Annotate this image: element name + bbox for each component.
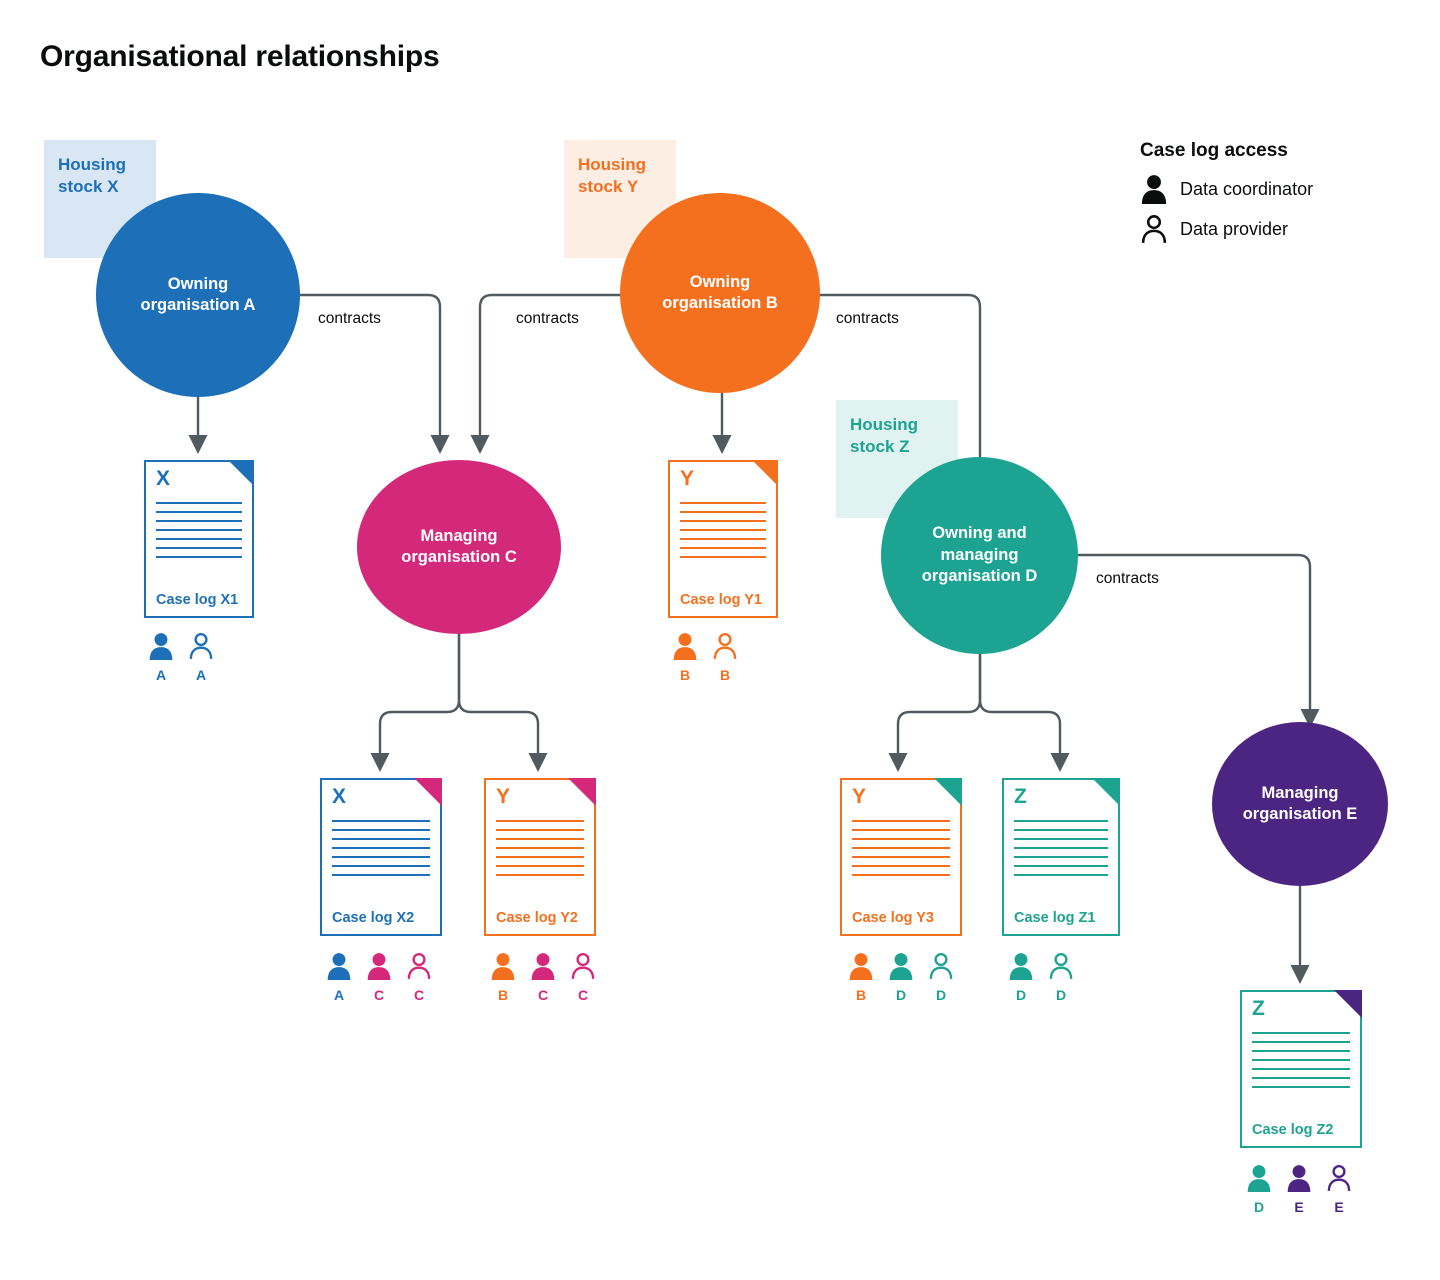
person-outline-icon [570, 952, 596, 980]
case-log-x1-access [146, 632, 216, 683]
access-coordinator [488, 952, 518, 1003]
access-provider [710, 632, 740, 683]
housing-stock-z-line1: Housing [850, 415, 918, 434]
access-label: D [895, 987, 907, 1003]
edge-label-b-d: contracts [836, 310, 899, 327]
org-a-line1: Owning [167, 274, 229, 293]
case-log-y2-access [488, 952, 598, 1003]
access-coordinator [528, 952, 558, 1003]
organisation-node-d[interactable] [881, 457, 1078, 654]
legend-label: Data coordinator [1180, 178, 1314, 199]
access-label: E [1334, 1199, 1344, 1215]
access-coordinator [1284, 1164, 1314, 1215]
access-label: C [413, 987, 425, 1003]
access-coordinator [670, 632, 700, 683]
access-label: D [1253, 1199, 1265, 1215]
person-filled-icon [530, 952, 556, 980]
person-filled-icon [888, 952, 914, 980]
case-log-y2[interactable] [484, 778, 596, 936]
org-b-line1: Owning [689, 272, 751, 291]
case-log-z1-access [1006, 952, 1076, 1003]
case-log-z2-letter: Z [1252, 997, 1265, 1020]
access-label: A [155, 667, 167, 683]
case-log-y2-caption: Case log Y2 [496, 910, 578, 926]
organisation-node-a[interactable] [96, 193, 300, 397]
housing-stock-x-line2: stock X [58, 177, 119, 197]
person-filled-icon [1246, 1164, 1272, 1192]
person-filled-icon [366, 952, 392, 980]
case-log-y3-caption: Case log Y3 [852, 910, 934, 926]
case-log-y3-letter: Y [852, 785, 867, 808]
access-provider [1324, 1164, 1354, 1215]
org-a-line2: organisation A [140, 296, 256, 314]
access-label: E [1294, 1199, 1304, 1215]
legend-item-provider [1140, 214, 1390, 244]
page-title: Organisational relationships [40, 40, 440, 73]
case-log-x2-letter: X [332, 785, 347, 808]
case-log-x1-lines [156, 502, 242, 565]
person-outline-icon [712, 632, 738, 660]
person-filled-icon [148, 632, 174, 660]
edge-label-d-e: contracts [1096, 570, 1159, 587]
legend-label: Data provider [1180, 218, 1289, 239]
access-coordinator [846, 952, 876, 1003]
case-log-y2-letter: Y [496, 785, 511, 808]
page-fold-icon [1092, 778, 1120, 806]
access-provider [926, 952, 956, 1003]
case-log-y1[interactable] [668, 460, 778, 618]
edge-label-b-c: contracts [516, 310, 579, 327]
case-log-y3-lines [852, 820, 950, 883]
org-d-line1: Owning and [932, 524, 1027, 543]
case-log-z2-access [1244, 1164, 1354, 1215]
case-log-x2-caption: Case log X2 [332, 910, 415, 926]
case-log-z2-caption: Case log Z2 [1252, 1122, 1334, 1138]
housing-stock-y-line1: Housing [578, 155, 646, 174]
access-coordinator [1006, 952, 1036, 1003]
case-log-y3[interactable] [840, 778, 962, 936]
legend-title: Case log access [1140, 140, 1288, 161]
case-log-z1-letter: Z [1014, 785, 1027, 808]
page-fold-icon [934, 778, 962, 806]
page-fold-icon [568, 778, 596, 806]
page-fold-icon [752, 460, 778, 486]
case-log-x1[interactable] [144, 460, 254, 618]
access-label: B [855, 987, 867, 1003]
access-coordinator [1244, 1164, 1274, 1215]
access-coordinator [324, 952, 354, 1003]
access-label: B [679, 667, 691, 683]
edge-label-a-c: contracts [318, 310, 381, 327]
case-log-z2[interactable] [1240, 990, 1362, 1148]
person-filled-icon [672, 632, 698, 660]
organisation-node-b[interactable] [620, 193, 820, 393]
access-label: A [333, 987, 345, 1003]
case-log-y2-lines [496, 820, 584, 883]
page-fold-icon [414, 778, 442, 806]
case-log-x1-letter: X [156, 467, 171, 490]
access-label: B [497, 987, 509, 1003]
case-log-x2[interactable] [320, 778, 442, 936]
person-outline-icon [1048, 952, 1074, 980]
access-provider [186, 632, 216, 683]
access-label: C [537, 987, 549, 1003]
case-log-y3-access [846, 952, 956, 1003]
housing-stock-y-line2: stock Y [578, 177, 639, 197]
access-label: D [1055, 987, 1067, 1003]
case-log-x2-access [324, 952, 434, 1003]
case-log-x1-caption: Case log X1 [156, 592, 239, 608]
org-e-line2: organisation E [1242, 805, 1358, 823]
legend-item-coordinator [1140, 174, 1390, 204]
case-log-y1-access [670, 632, 740, 683]
access-label: B [719, 667, 731, 683]
case-log-z1-caption: Case log Z1 [1014, 910, 1096, 926]
org-b-line2: organisation B [662, 294, 778, 312]
case-log-y1-caption: Case log Y1 [680, 592, 762, 608]
org-e-line1: Managing [1261, 783, 1339, 802]
access-label: C [577, 987, 589, 1003]
case-log-z1[interactable] [1002, 778, 1120, 936]
access-coordinator [146, 632, 176, 683]
org-c-line2: organisation C [401, 548, 517, 566]
legend [1140, 140, 1390, 254]
access-provider [1046, 952, 1076, 1003]
person-outline-icon [928, 952, 954, 980]
person-filled-icon [1008, 952, 1034, 980]
access-label: D [935, 987, 947, 1003]
org-d-line2: managing [940, 545, 1019, 564]
housing-stock-x-line1: Housing [58, 155, 126, 174]
org-d-line3: organisation D [921, 567, 1038, 586]
access-label: C [373, 987, 385, 1003]
case-log-z1-lines [1014, 820, 1108, 883]
page-fold-icon [1334, 990, 1362, 1018]
access-coordinator [364, 952, 394, 1003]
person-filled-icon [490, 952, 516, 980]
person-filled-icon [1286, 1164, 1312, 1192]
access-label: A [195, 667, 207, 683]
person-outline-icon [1140, 214, 1168, 244]
organisation-node-e[interactable] [1212, 722, 1388, 886]
person-outline-icon [188, 632, 214, 660]
housing-stock-z-line2: stock Z [850, 437, 910, 457]
person-outline-icon [1326, 1164, 1352, 1192]
access-label: D [1015, 987, 1027, 1003]
person-filled-icon [1140, 174, 1168, 204]
page-fold-icon [228, 460, 254, 486]
access-provider [568, 952, 598, 1003]
person-filled-icon [326, 952, 352, 980]
person-outline-icon [406, 952, 432, 980]
case-log-z2-lines [1252, 1032, 1350, 1095]
case-log-y1-letter: Y [680, 467, 695, 490]
case-log-y1-lines [680, 502, 766, 565]
access-provider [404, 952, 434, 1003]
person-filled-icon [848, 952, 874, 980]
organisation-node-c[interactable] [357, 460, 561, 634]
org-c-line1: Managing [420, 526, 498, 545]
access-coordinator [886, 952, 916, 1003]
case-log-x2-lines [332, 820, 430, 883]
